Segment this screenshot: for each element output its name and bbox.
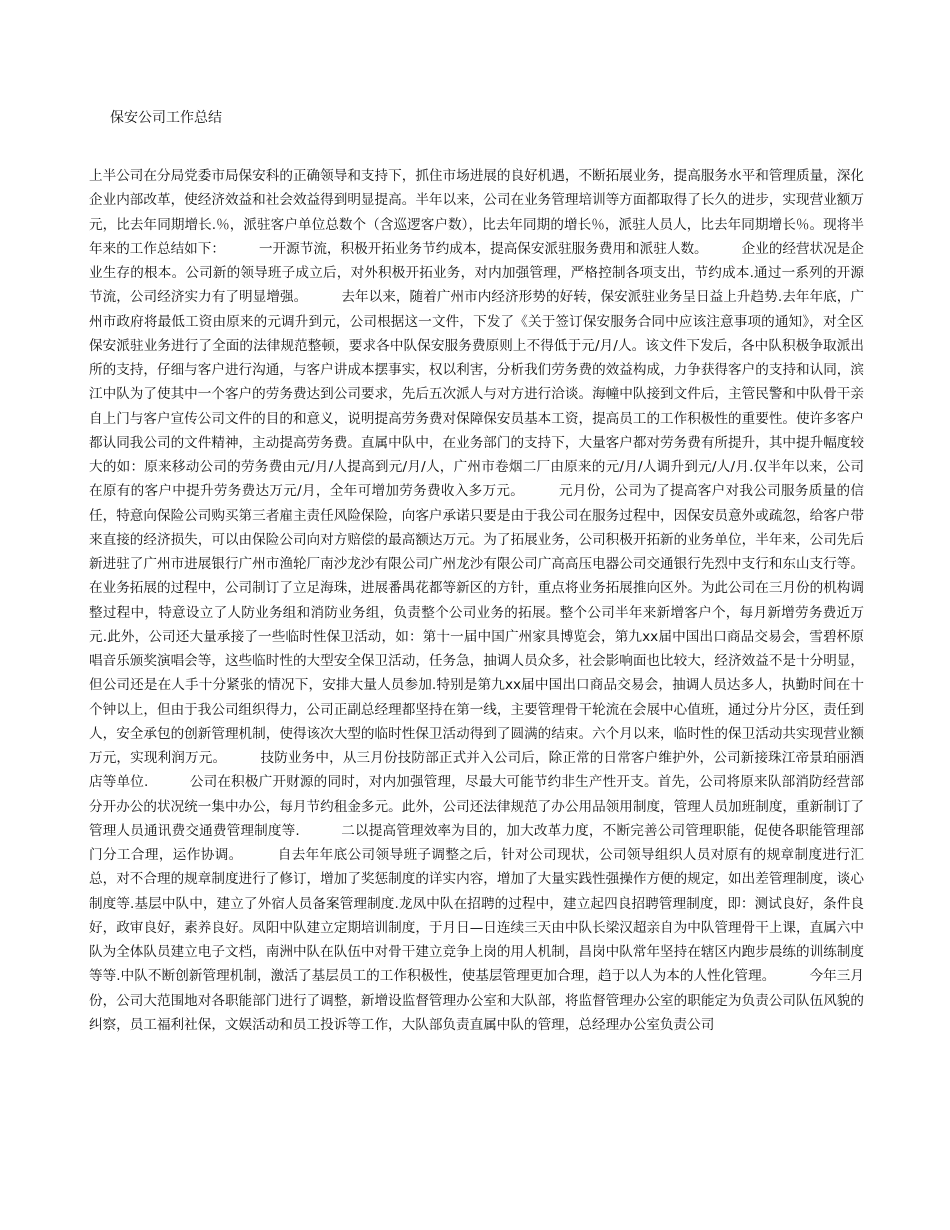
- document-body: [89, 164, 864, 1037]
- document-title: 保安公司工作总结: [110, 110, 222, 126]
- body-paragraph: 上半公司在分局党委市局保安科的正确领导和支持下，抓住市场进展的良好机遇，不断拓展业务，提高服务水平和管理质量，深化企业内部改革，使经济效益和社会效益得到明显提高。半年以来，公司在业务管理培训等方面都取得了长久的进步，实现营业额万元，比去年同期增长.％，派驻客户单位总数个（含巡逻客户数），比去年同期的增长％，派驻人员人，比去年同期增长％。现将半年来的工作总结如下： 一开源节流，积极开拓业务节约成本，提高保安派驻服务费用和派驻人数。 企业的经营状况是企业生存的根本。公司新的领导班子成立后，对外积极开拓业务，对内加强管理，严格控制各项支出，节约成本.通过一系列的开源节流，公司经济实力有了明显增强。 去年以来，随着广州市内经济形势的好转，保安派驻业务呈日益上升趋势.去年年底，广州市政府将最低工资由原来的元调升到元，公司根据这一文件，下发了《关于签订保安服务合同中应该注意事项的通知》，对全区保安派驻业务进行了全面的法律规范整顿，要求各中队保安服务费原则上不得低于元/月/人。该文件下发后，各中队积极争取派出所的支持，仔细与客户进行沟通，与客户讲成本摆事实，权以利害，分析我们劳务费的效益构成，力争获得客户的支持和认同，滨江中队为了使其中一个客户的劳务费达到公司要求，先后五次派人与对方进行洽谈。海幢中队接到文件后，主管民警和中队骨干亲自上门与客户宣传公司文件的目的和意义，说明提高劳务费对保障保安员基本工资，提高员工的工作积极性的重要性。使许多客户都认同我公司的文件精神，主动提高劳务费。直属中队中，在业务部门的支持下，大量客户都对劳务费有所提升，其中提升幅度较大的如：原来移动公司的劳务费由元/月/人提高到元/月/人，广州市卷烟二厂由原来的元/月/人调升到元/人/月.仅半年以来，公司在原有的客户中提升劳务费达万元/月，全年可增加劳务费收入多万元。 元月份，公司为了提高客户对我公司服务质量的信任，特意向保险公司购买第三者雇主责任风险保险，向客户承诺只要是由于我公司在服务过程中，因保安员意外或疏忽，给客户带来直接的经济损失，可以由保险公司向对方赔偿的最高额达万元。为了拓展业务，公司积极开拓新的业务单位，半年来，公司先后新进驻了广州市进展银行广州市渔轮厂南沙龙沙有限公司广州龙沙有限公司广高高压电器公司交通银行先烈中支行和东山支行等。在业务拓展的过程中，公司制订了立足海珠，进展番禺花都等新区的方针，重点将业务拓展推向区外。为此公司在三月份的机构调整过程中，特意设立了人防业务组和消防业务组，负责整个公司业务的拓展。整个公司半年来新增客户个，每月新增劳务费近万元.此外，公司还大量承接了一些临时性保卫活动，如：第十一届中国广州家具博览会，第九xx届中国出口商品交易会，雪碧杯原唱音乐颁奖演唱会等，这些临时性的大型安全保卫活动，任务急，抽调人员众多，社会影响面也比较大，经济效益不是十分明显，但公司还是在人手十分紧张的情况下，安排大量人员参加.特别是第九xx届中国出口商品交易会，抽调人员达多人，执勤时间在十个钟以上，但由于我公司组织得力，公司正副总经理都坚持在第一线，主要管理骨干轮流在会展中心值班，通过分片分区，责任到人，安全承包的创新管理机制，使得该次大型的临时性保卫活动得到了圆满的结束。六个月以来，临时性的保卫活动共实现营业额万元，实现利润万元。 技防业务中，从三月份技防部正式并入公司后，除正常的日常客户维护外，公司新接珠江帝景珀丽酒店等单位. 公司在积极广开财源的同时，对内加强管理，尽最大可能节约非生产性开支。首先，公司将原来队部消防经营部分开办公的状况统一集中办公，每月节约租金多元。此外，公司还法律规范了办公用品领用制度，管理人员加班制度，重新制订了管理人员通讯费交通费管理制度等. 二以提高管理效率为目的，加大改革力度，不断完善公司管理职能，促使各职能管理部门分工合理，运作协调。 自去年年底公司领导班子调整之后，针对公司现状，公司领导组织人员对原有的规章制度进行汇总，对不合理的规章制度进行了修订，增加了奖惩制度的详实内容，增加了大量实践性强操作方便的规定，如出差管理制度，谈心制度等.基层中队中，建立了外宿人员备案管理制度.龙凤中队在招聘的过程中，建立起四良招聘管理制度，即：测试良好，条件良好，政审良好，素养良好。凤阳中队建立定期培训制度，于月日—日连续三天由中队长梁汉超亲自为中队管理骨干上课，直属六中队为全体队员建立电子文档，南洲中队在队伍中对骨干建立竞争上岗的用人机制，昌岗中队常年坚持在辖区内跑步晨练的训练制度等等.中队不断创新管理机制，激活了基层员工的工作积极性，使基层管理更加合理，趋于以人为本的人性化管理。 今年三月份，公司大范围地对各职能部门进行了调整，新增设监督管理办公室和大队部，将监督管理办公室的职能定为负责公司队伍风貌的纠察，员工福利社保，文娱活动和员工投诉等工作，大队部负责直属中队的管理，总经理办公室负责公司: [89, 168, 864, 1033]
